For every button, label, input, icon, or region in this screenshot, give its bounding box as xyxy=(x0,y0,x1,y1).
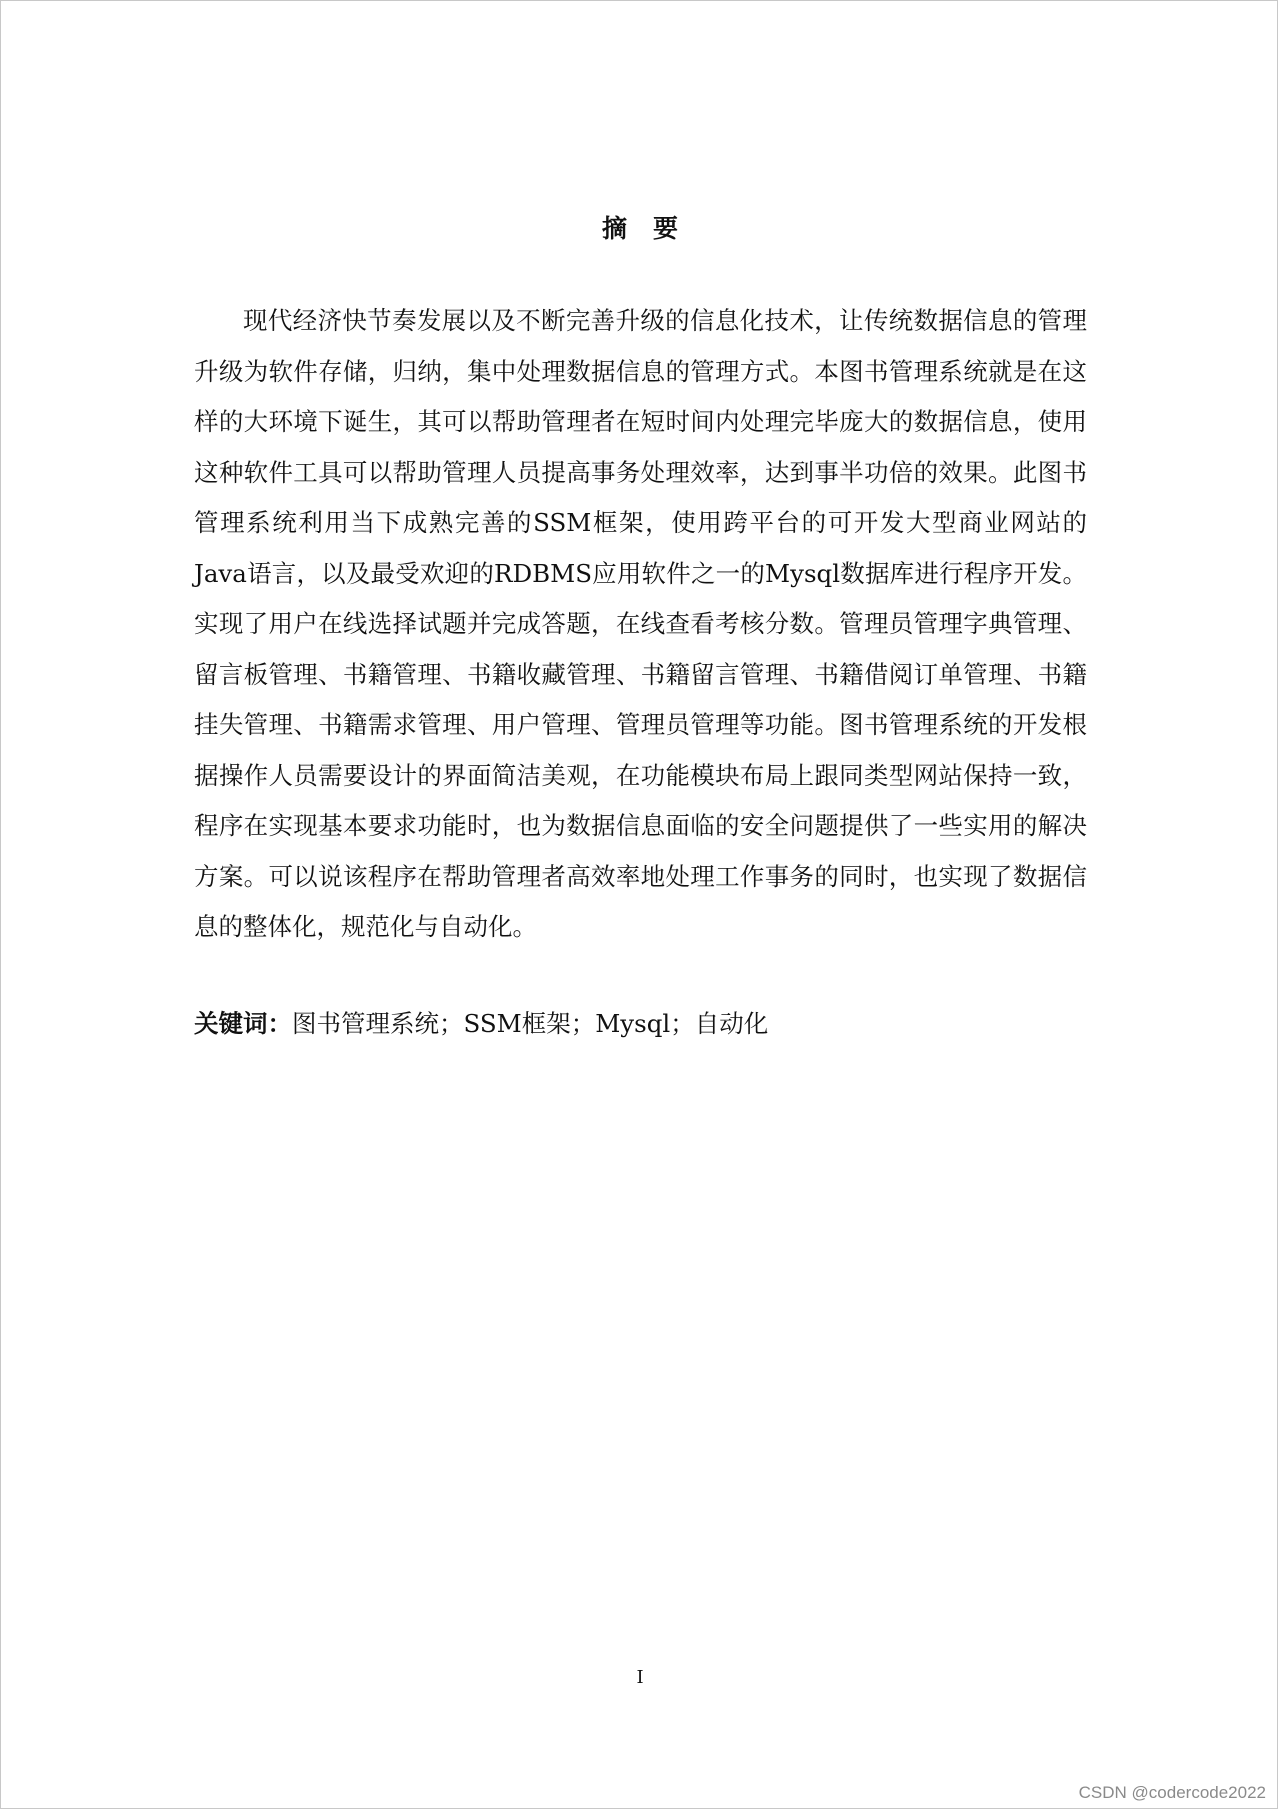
watermark: CSDN @codercode2022 xyxy=(1078,1783,1266,1802)
abstract-body: 现代经济快节奏发展以及不断完善升级的信息化技术，让传统数据信息的管理升级为软件存储，归纳，集中处理数据信息的管理方式。本图书管理系统就是在这样的大环境下诞生，其可以帮助管理者在短时间内处理完毕庞大的数据信息，使用这种软件工具可以帮助管理人员提高事务处理效率，达到事半功倍的效果。此图书管理系统利用当下成熟完善的SSM框架，使用跨平台的可开发大型商业网站的Java语言，以及最受欢迎的RDBMS应用软件之一的Mysql数据库进行程序开发。实现了用户在线选择试题并完成答题，在线查看考核分数。管理员管理字典管理、留言板管理、书籍管理、书籍收藏管理、书籍留言管理、书籍借阅订单管理、书籍挂失管理、书籍需求管理、用户管理、管理员管理等功能。图书管理系统的开发根据操作人员需要设计的界面简洁美观，在功能模块布局上跟同类型网站保持一致，程序在实现基本要求功能时，也为数据信息面临的安全问题提供了一些实用的解决方案。可以说该程序在帮助管理者高效率地处理工作事务的同时，也实现了数据信息的整体化，规范化与自动化。 xyxy=(194,306,1087,941)
page-number: I xyxy=(636,1667,644,1688)
keywords-text: 图书管理系统；SSM框架；Mysql；自动化 xyxy=(292,1009,769,1038)
keywords-line xyxy=(194,999,1087,1049)
page-title: 摘要 xyxy=(601,214,704,243)
keywords-label: 关键词： xyxy=(194,1009,292,1038)
